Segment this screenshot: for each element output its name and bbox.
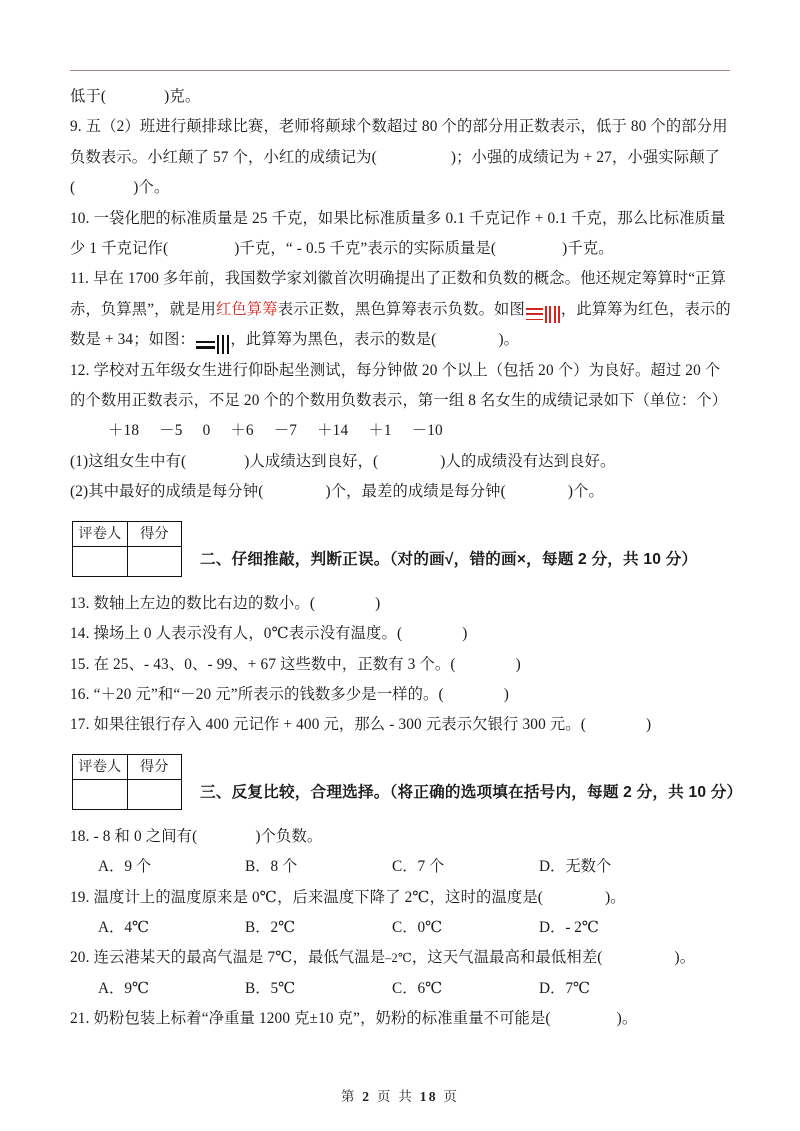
question-12-number: 12. [70,361,90,379]
question-20-stem [70,943,738,973]
question-11-text-3a: 数是 + 34；如图： [70,331,196,349]
page-footer [0,1085,800,1105]
question-19-choice-d[interactable]: D．- 2℃ [539,918,600,936]
carryover-before: 低于( [70,88,107,105]
question-12-text-1: 学校对五年级女生进行仰卧起坐测试，每分钟做 20 个以上（包括 20 个）为良好。超过 20 个 [93,361,721,379]
question-19-choice-c[interactable]: C．0℃ [392,918,443,936]
question-18-stem [70,822,738,852]
question-13 [70,589,738,619]
question-9-number: 9. [70,118,82,136]
question-15-text-a: 在 25、- 43、0、- 99、+ 67 这些数中，正数有 3 个。( [93,655,456,673]
question-12-sub1-a: (1)这组女生中有( [70,452,187,470]
data-value-8: －10 [411,422,443,440]
question-21-text-b: )。 [616,1010,638,1028]
question-12-sub-2 [70,477,738,507]
data-value-6: ＋14 [317,422,349,440]
section-two-title: 二、仔细推敲，判断正误。（对的画√，错的画×，每题 2 分，共 10 分） [200,550,698,568]
question-19-choices [70,913,738,943]
carryover-after: )克。 [164,88,201,105]
section-two-header [70,521,738,583]
data-value-4: ＋6 [230,422,254,440]
counting-rod-red-icon [526,306,560,323]
question-11-text-2a: 赤，负算黑”，就是用 [70,300,216,318]
question-9-line-1 [70,112,738,142]
question-9-text-1: 五（2）班进行颠排球比赛，老师将颠球个数超过 80 个的部分用正数表示，低于 80 个的部分用 [85,118,728,136]
section-three-title: 三、反复比较，合理选择。（将正确的选项填在括号内，每题 2 分，共 10 分） [200,783,743,801]
question-19-choice-a[interactable]: A．4℃ [98,918,150,936]
question-16-number: 16. [70,685,90,703]
section-three-header [70,754,743,816]
footer-suffix: 页 [443,1089,460,1104]
question-12-sub2-b: )个，最差的成绩是每分钟( [325,483,506,501]
question-21-number: 21. [70,1010,90,1028]
question-18-text-a: - 8 和 0 之间有( [93,827,198,845]
question-9-text-2b: )；小强的成绩记为 + 27，小强实际颠了 [450,148,721,166]
question-9-text-3b: )个。 [133,179,170,197]
question-20-choices [70,974,738,1004]
page-content [70,82,743,1035]
question-12-line-2 [70,386,738,416]
question-15-text-b: ) [515,655,521,673]
question-21-stem [70,1004,738,1034]
question-12-sub2-c: )个。 [567,483,604,501]
question-13-text-b: ) [375,594,381,612]
question-18-choices [70,852,738,882]
reviewer-label: 评卷人 [73,521,128,546]
question-9-text-2a: 负数表示。小红颠了 57 个，小红的成绩记为( [70,148,377,166]
reviewer-input-cell[interactable] [73,779,128,809]
question-20-text-c: )。 [674,949,696,967]
question-11-line-1 [70,264,738,294]
question-12-line-1 [70,356,738,386]
question-19-choice-b[interactable]: B．2℃ [245,918,296,936]
question-12-sub2-a: (2)其中最好的成绩是每分钟( [70,483,264,501]
footer-page-number: 2 [362,1089,372,1104]
question-20-choice-b[interactable]: B．5℃ [245,979,296,997]
carryover-line [70,82,738,112]
question-15 [70,650,738,680]
question-15-number: 15. [70,655,90,673]
question-11-text-2b: 表示正数，黑色算筹表示负数。如图 [277,300,525,318]
question-12-data-row [70,416,738,446]
question-18-number: 18. [70,827,90,845]
score-box-section-two [72,521,182,577]
counting-rod-black-icon [196,335,229,354]
data-value-7: ＋1 [368,422,392,440]
question-11-number: 11. [70,270,90,288]
question-17-number: 17. [70,716,90,734]
question-18-choice-a[interactable]: A．9 个 [98,858,152,876]
question-16 [70,680,738,710]
rod-horizontal-group [526,308,543,320]
question-20-choice-d[interactable]: D．7℃ [539,979,591,997]
question-10-line-2 [70,234,738,264]
data-value-3: 0 [202,422,211,440]
question-18-choice-d[interactable]: D．无数个 [539,858,612,876]
question-19-text-a: 温度计上的温度原来是 0℃，后来温度下降了 2℃，这时的温度是( [93,888,544,906]
question-10-text-2b: )千克，“ - 0.5 千克”表示的实际质量是( [234,240,497,258]
question-10-text-2a: 少 1 千克记作( [70,240,169,258]
rod-vertical-group [217,335,229,354]
question-16-text-a: “＋20 元”和“－20 元”所表示的钱数多少是一样的。( [93,685,444,703]
score-input-cell[interactable] [127,546,182,576]
score-input-cell[interactable] [127,779,182,809]
question-19-number: 19. [70,888,90,906]
question-10-line-1 [70,204,738,234]
score-label: 得分 [127,521,182,546]
question-20-text-a: 连云港某天的最高气温是 7℃，最低气温是 [93,949,386,967]
data-value-2: －5 [159,422,183,440]
question-9-text-3a: ( [70,179,76,197]
footer-prefix: 第 [340,1089,357,1104]
question-10-text-2c: )千克。 [562,240,614,258]
question-14 [70,619,738,649]
question-11-highlight-red-rods: 红色算筹 [215,300,278,318]
question-14-number: 14. [70,625,90,643]
reviewer-label: 评卷人 [73,754,128,779]
rod-horizontal-group [196,341,215,349]
question-11-text-1: 早在 1700 多年前，我国数学家刘徽首次明确提出了正数和负数的概念。他还规定筹算时“正算 [93,270,727,288]
score-box-section-three [72,754,182,810]
question-11-line-3 [70,325,738,355]
footer-total-pages: 18 [419,1089,438,1104]
question-10-number: 10. [70,209,90,227]
top-rule-divider [70,70,730,71]
question-20-temp-value: –2℃ [385,951,412,966]
question-13-text-a: 数轴上左边的数比右边的数小。( [93,594,316,612]
question-11-text-3c: )。 [498,331,520,349]
question-12-sub1-c: )人的成绩没有达到良好。 [440,452,616,470]
question-9-line-2 [70,143,738,173]
score-label: 得分 [127,754,182,779]
question-20-number: 20. [70,949,90,967]
question-20-choice-a[interactable]: A．9℃ [98,979,150,997]
question-19-stem [70,883,738,913]
question-17-text-b: ) [645,716,652,734]
data-value-5: －7 [273,422,298,440]
question-18-text-b: )个负数。 [255,827,323,845]
question-18-choice-c[interactable]: C．7 个 [392,858,445,876]
question-12-sub1-b: )人成绩达到良好，( [244,452,379,470]
question-17 [70,710,738,740]
data-value-1: ＋18 [108,422,140,440]
question-14-text-b: ) [462,625,468,643]
question-12-sub-1 [70,447,738,477]
question-14-text-a: 操场上 0 人表示没有人，0℃表示没有温度。( [93,625,403,643]
question-20-text-b: ，这天气温最高和最低相差( [411,949,603,967]
question-19-text-b: )。 [605,888,626,906]
question-11-line-2 [70,295,738,325]
question-12-text-2: 的个数用正数表示，不足 20 个的个数用负数表示，第一组 8 名女生的成绩记录如下（单位：个） [70,392,728,410]
question-16-text-b: ) [503,685,510,703]
question-20-choice-c[interactable]: C．6℃ [392,979,443,997]
reviewer-input-cell[interactable] [73,546,128,576]
question-21-text-a: 奶粉包装上标着“净重量 1200 克±10 克”，奶粉的标准重量不可能是( [93,1010,551,1028]
footer-middle: 页 共 [376,1089,415,1104]
question-10-text-1: 一袋化肥的标准质量是 25 千克，如果比标准质量多 0.1 千克记作 + 0.1 千克，那么比标准质量 [93,209,726,227]
question-9-line-3 [70,173,738,203]
question-18-choice-b[interactable]: B．8 个 [245,858,298,876]
question-13-number: 13. [70,594,90,612]
rod-vertical-group [545,306,560,323]
question-17-text-a: 如果往银行存入 400 元记作 + 400 元，那么 - 300 元表示欠银行 300 元。( [93,716,586,734]
question-11-text-3b: ，此算筹为黑色，表示的数是( [230,331,437,349]
question-11-text-2c: ，此算筹为红色，表示的 [560,300,731,318]
